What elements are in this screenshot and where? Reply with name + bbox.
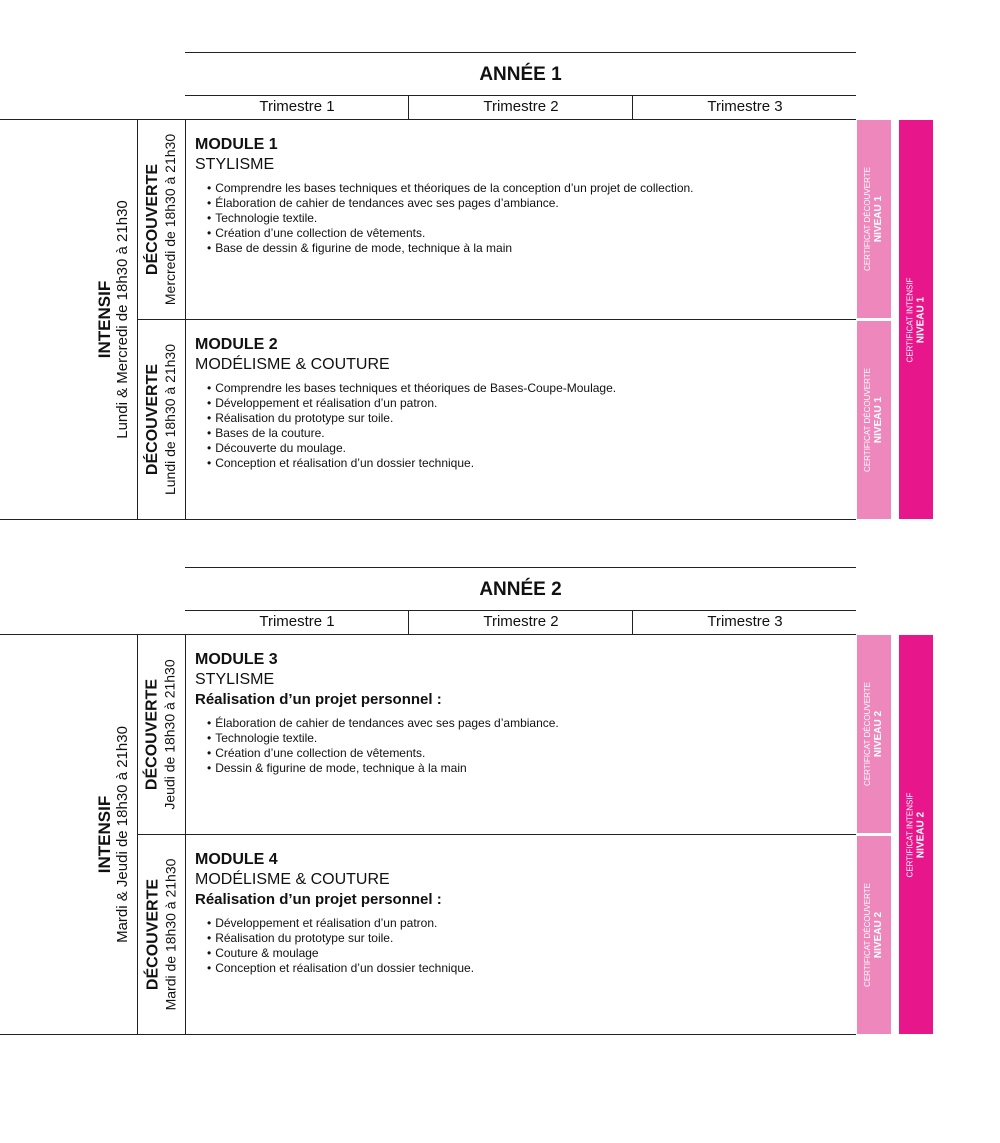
list-item: • Développement et réalisation d’un patron.	[207, 396, 616, 411]
certificate-level: NIVEAU 2	[915, 811, 926, 858]
list-item: • Dessin & figurine de mode, technique à la main	[207, 761, 559, 776]
trimester-label: Trimestre 3	[707, 98, 783, 115]
module-items	[195, 916, 474, 976]
decouverte-schedule: Mercredi de 18h30 à 21h30	[162, 133, 179, 305]
year-title: ANNÉE 1	[479, 64, 562, 85]
divider	[185, 52, 856, 53]
trimester-label: Trimestre 2	[483, 613, 559, 630]
decouverte-schedule: Jeudi de 18h30 à 21h30	[162, 658, 178, 810]
certificate-label: CERTIFICAT DÉCOUVERTE	[863, 682, 872, 786]
divider	[185, 319, 856, 320]
certificate-level: NIVEAU 2	[873, 911, 884, 959]
certificate-level: NIVEAU 1	[873, 195, 884, 243]
module-subtitle: MODÉLISME & COUTURE	[195, 356, 390, 373]
decouverte-schedule: Mardi de 18h30 à 21h30	[162, 858, 179, 1011]
divider	[0, 1034, 856, 1035]
year-title: ANNÉE 2	[479, 579, 562, 600]
divider	[185, 634, 186, 1034]
decouverte-label	[138, 119, 185, 319]
divider	[185, 567, 856, 568]
module-title: MODULE 3	[195, 651, 278, 668]
divider	[185, 119, 186, 519]
decouverte-title: DÉCOUVERTE	[144, 678, 161, 790]
module-subtitle: STYLISME	[195, 671, 275, 688]
module-block	[195, 135, 694, 256]
module-items	[195, 381, 616, 471]
list-item: • Création d’une collection de vêtements.	[207, 746, 559, 761]
list-item: • Technologie textile.	[207, 731, 559, 746]
certificate-badge	[899, 635, 933, 1034]
trimester-label: Trimestre 1	[259, 98, 335, 115]
list-item: • Élaboration de cahier de tendances avec ses pages d’ambiance.	[207, 716, 559, 731]
list-item: • Base de dessin & figurine de mode, technique à la main	[207, 241, 694, 256]
list-item: • Réalisation du prototype sur toile.	[207, 411, 616, 426]
intensif-title: INTENSIF	[95, 795, 115, 873]
decouverte-schedule: Lundi de 18h30 à 21h30	[162, 343, 179, 496]
list-item: • Réalisation du prototype sur toile.	[207, 931, 474, 946]
list-item: • Comprendre les bases techniques et théoriques de la conception d’un projet de collection.	[207, 181, 694, 196]
certificate-label: CERTIFICAT INTENSIF	[905, 792, 914, 877]
certificate-badge	[899, 120, 933, 519]
divider	[137, 834, 856, 835]
intensif-schedule: Mardi & Jeudi de 18h30 à 21h30	[114, 725, 132, 943]
decouverte-title: DÉCOUVERTE	[144, 163, 162, 275]
list-item: • Comprendre les bases techniques et théoriques de Bases-Coupe-Moulage.	[207, 381, 616, 396]
trimester-label: Trimestre 3	[707, 613, 783, 630]
intensif-label	[90, 119, 137, 519]
module-project: Réalisation d’un projet personnel :	[195, 691, 442, 708]
intensif-title: INTENSIF	[95, 280, 115, 358]
module-title: MODULE 2	[195, 336, 278, 353]
list-item: • Création d’une collection de vêtements.	[207, 226, 694, 241]
module-subtitle: STYLISME	[195, 156, 275, 173]
list-item: • Découverte du moulage.	[207, 441, 616, 456]
certificate-label: CERTIFICAT DÉCOUVERTE	[863, 368, 872, 472]
module-title: MODULE 4	[195, 851, 278, 868]
list-item: • Conception et réalisation d’un dossier technique.	[207, 961, 474, 976]
certificate-level: NIVEAU 1	[915, 296, 926, 343]
certificate-label: CERTIFICAT INTENSIF	[905, 277, 914, 362]
certificate-badge	[857, 321, 891, 519]
module-block	[195, 850, 474, 976]
module-project: Réalisation d’un projet personnel :	[195, 891, 442, 908]
module-items	[195, 181, 694, 256]
decouverte-label	[138, 320, 185, 519]
module-items	[195, 716, 559, 776]
intensif-label	[90, 634, 137, 1034]
list-item: • Conception et réalisation d’un dossier technique.	[207, 456, 616, 471]
module-block	[195, 335, 616, 471]
list-item: • Couture & moulage	[207, 946, 474, 961]
certificate-label: CERTIFICAT DÉCOUVERTE	[863, 883, 872, 987]
trimester-label: Trimestre 2	[483, 98, 559, 115]
list-item: • Élaboration de cahier de tendances avec ses pages d’ambiance.	[207, 196, 694, 211]
decouverte-label	[138, 835, 185, 1034]
list-item: • Technologie textile.	[207, 211, 694, 226]
list-item: • Développement et réalisation d’un patron.	[207, 916, 474, 931]
decouverte-title: DÉCOUVERTE	[144, 363, 162, 476]
certificate-badge	[857, 635, 891, 833]
decouverte-label	[138, 634, 185, 834]
decouverte-title: DÉCOUVERTE	[144, 878, 162, 991]
intensif-schedule: Lundi & Mercredi de 18h30 à 21h30	[114, 199, 132, 439]
certificate-badge	[857, 120, 891, 318]
module-block	[195, 650, 559, 776]
certificate-badge	[857, 836, 891, 1034]
list-item: • Bases de la couture.	[207, 426, 616, 441]
certificate-level: NIVEAU 2	[873, 710, 884, 758]
trimester-label: Trimestre 1	[259, 613, 335, 630]
module-title: MODULE 1	[195, 136, 278, 153]
certificate-level: NIVEAU 1	[873, 396, 884, 444]
divider	[0, 519, 856, 520]
certificate-label: CERTIFICAT DÉCOUVERTE	[863, 167, 872, 271]
module-subtitle: MODÉLISME & COUTURE	[195, 871, 390, 888]
